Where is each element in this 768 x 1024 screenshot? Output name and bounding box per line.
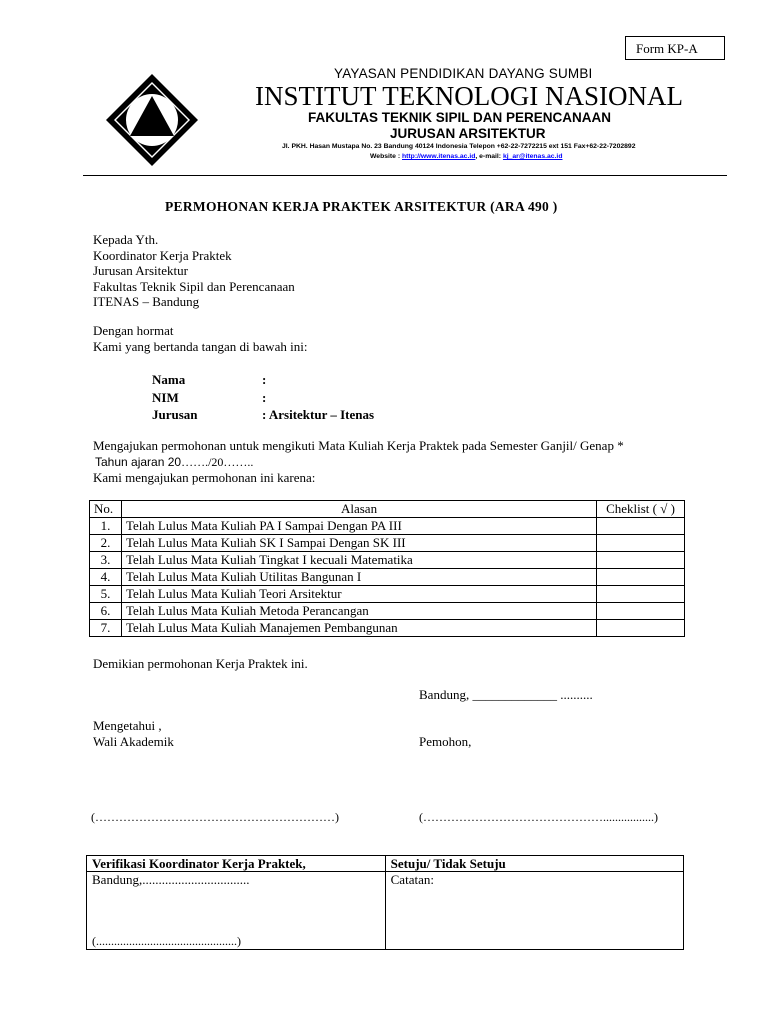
row-checkbox[interactable]: [597, 620, 685, 637]
header-checklist: Cheklist ( √ ): [597, 501, 685, 518]
table-row: [90, 518, 685, 535]
applicant-label: Pemohon,: [419, 734, 472, 749]
verification-place-field[interactable]: Bandung,.................................: [92, 872, 250, 887]
greeting-line: Dengan hormat: [93, 323, 174, 338]
notes-cell[interactable]: [385, 872, 683, 950]
row-reason: Telah Lulus Mata Kuliah Metoda Perancangan: [121, 603, 596, 620]
jurusan-label: Jurusan: [152, 407, 198, 422]
reasons-table: [89, 500, 685, 637]
row-no: 6.: [90, 603, 122, 620]
recipient-line: Jurusan Arsitektur: [93, 263, 188, 278]
form-code-box: [625, 36, 725, 60]
form-code: Form KP-A: [636, 41, 698, 56]
row-no: 3.: [90, 552, 122, 569]
row-reason: Telah Lulus Mata Kuliah Tingkat I kecuali Matematika: [121, 552, 596, 569]
row-no: 1.: [90, 518, 122, 535]
coordinator-signature-line[interactable]: (...............................................): [92, 934, 241, 948]
row-reason: Telah Lulus Mata Kuliah Utilitas Bangunan I: [121, 569, 596, 586]
row-checkbox[interactable]: [597, 569, 685, 586]
table-row: [90, 620, 685, 637]
nama-label: Nama: [152, 372, 186, 387]
verification-body-row: [87, 872, 684, 950]
header-reason: Alasan: [121, 501, 596, 518]
verification-header: Verifikasi Koordinator Kerja Praktek,: [87, 856, 386, 872]
row-no: 5.: [90, 586, 122, 603]
email-label: , e-mail:: [475, 153, 502, 160]
fields-labels: [152, 371, 198, 424]
verification-header-row: [87, 856, 684, 872]
row-no: 2.: [90, 535, 122, 552]
row-checkbox[interactable]: [597, 518, 685, 535]
verification-table: [86, 855, 684, 950]
left-signature-block: [93, 718, 174, 749]
nama-field[interactable]: :: [262, 372, 267, 387]
table-row: [90, 535, 685, 552]
header-divider: [83, 175, 727, 176]
row-reason: Telah Lulus Mata Kuliah PA I Sampai Dengan PA III: [121, 518, 596, 535]
faculty-name: FAKULTAS TEKNIK SIPIL DAN PERENCANAAN: [308, 110, 612, 125]
website-link[interactable]: http://www.itenas.ac.id: [401, 153, 476, 160]
recipient-line: ITENAS – Bandung: [93, 294, 200, 309]
row-checkbox[interactable]: [597, 586, 685, 603]
notes-label: Catatan:: [390, 872, 434, 887]
verification-cell: [87, 872, 386, 950]
table-row: [90, 603, 685, 620]
recipient-line: Koordinator Kerja Praktek: [93, 247, 232, 263]
institute-logo: [104, 72, 200, 168]
greeting-line: Kami yang bertanda tangan di bawah ini:: [93, 338, 308, 354]
row-no: 4.: [90, 569, 122, 586]
academic-year-label: Tahun ajaran 20: [95, 455, 182, 469]
jurusan-field: : Arsitektur – Itenas: [262, 407, 375, 422]
recipient-line: Fakultas Teknik Sipil dan Perencanaan: [93, 278, 295, 294]
email-link[interactable]: kj_ar@itenas.ac.id: [502, 153, 563, 160]
row-checkbox[interactable]: [597, 603, 685, 620]
contact-line: [370, 153, 562, 160]
row-checkbox[interactable]: [597, 535, 685, 552]
header-no: No.: [90, 501, 122, 518]
academic-year-line: [95, 455, 253, 470]
applicant-signature-line[interactable]: (……………………………………….................): [419, 810, 658, 824]
nim-label: NIM: [152, 389, 179, 405]
address-line: Jl. PKH. Hasan Mustapa No. 23 Bandung 40124 Indonesia Telepon +62-22-7272215 ext 151 Fax+62-22-7202892: [282, 143, 636, 150]
advisor-signature-line[interactable]: (……………………………………………………): [91, 810, 339, 824]
academic-year-field[interactable]: ……./20……..: [181, 455, 254, 469]
approval-header: Setuju/ Tidak Setuju: [385, 856, 683, 872]
request-line-3: Kami mengajukan permohonan ini karena:: [93, 470, 316, 485]
institute-name: INSTITUT TEKNOLOGI NASIONAL: [255, 81, 683, 111]
place-date-field[interactable]: Bandung, _____________ ..........: [419, 687, 593, 702]
row-reason: Telah Lulus Mata Kuliah Manajemen Pembangunan: [121, 620, 596, 637]
fields-values: [262, 371, 374, 424]
row-checkbox[interactable]: [597, 552, 685, 569]
department-name: JURUSAN ARSITEKTUR: [390, 126, 546, 141]
row-no: 7.: [90, 620, 122, 637]
form-title: PERMOHONAN KERJA PRAKTEK ARSITEKTUR (ARA 490 ): [165, 199, 558, 214]
table-row: [90, 586, 685, 603]
table-header-row: [90, 501, 685, 518]
table-row: [90, 552, 685, 569]
recipient-line: Kepada Yth.: [93, 232, 159, 247]
acknowledge-label: Mengetahui ,: [93, 718, 162, 733]
row-reason: Telah Lulus Mata Kuliah SK I Sampai Dengan SK III: [121, 535, 596, 552]
advisor-label: Wali Akademik: [93, 733, 174, 749]
nim-field[interactable]: :: [262, 389, 267, 405]
closing-text: Demikian permohonan Kerja Praktek ini.: [93, 656, 308, 671]
request-line-1: Mengajukan permohonan untuk mengikuti Mata Kuliah Kerja Praktek pada Semester Ganjil/ Genap *: [93, 438, 624, 453]
foundation-name: YAYASAN PENDIDIKAN DAYANG SUMBI: [334, 66, 593, 81]
greeting-block: [93, 323, 307, 354]
table-row: [90, 569, 685, 586]
recipient-block: [93, 232, 295, 310]
website-label: Website :: [370, 153, 401, 160]
row-reason: Telah Lulus Mata Kuliah Teori Arsitektur: [121, 586, 596, 603]
